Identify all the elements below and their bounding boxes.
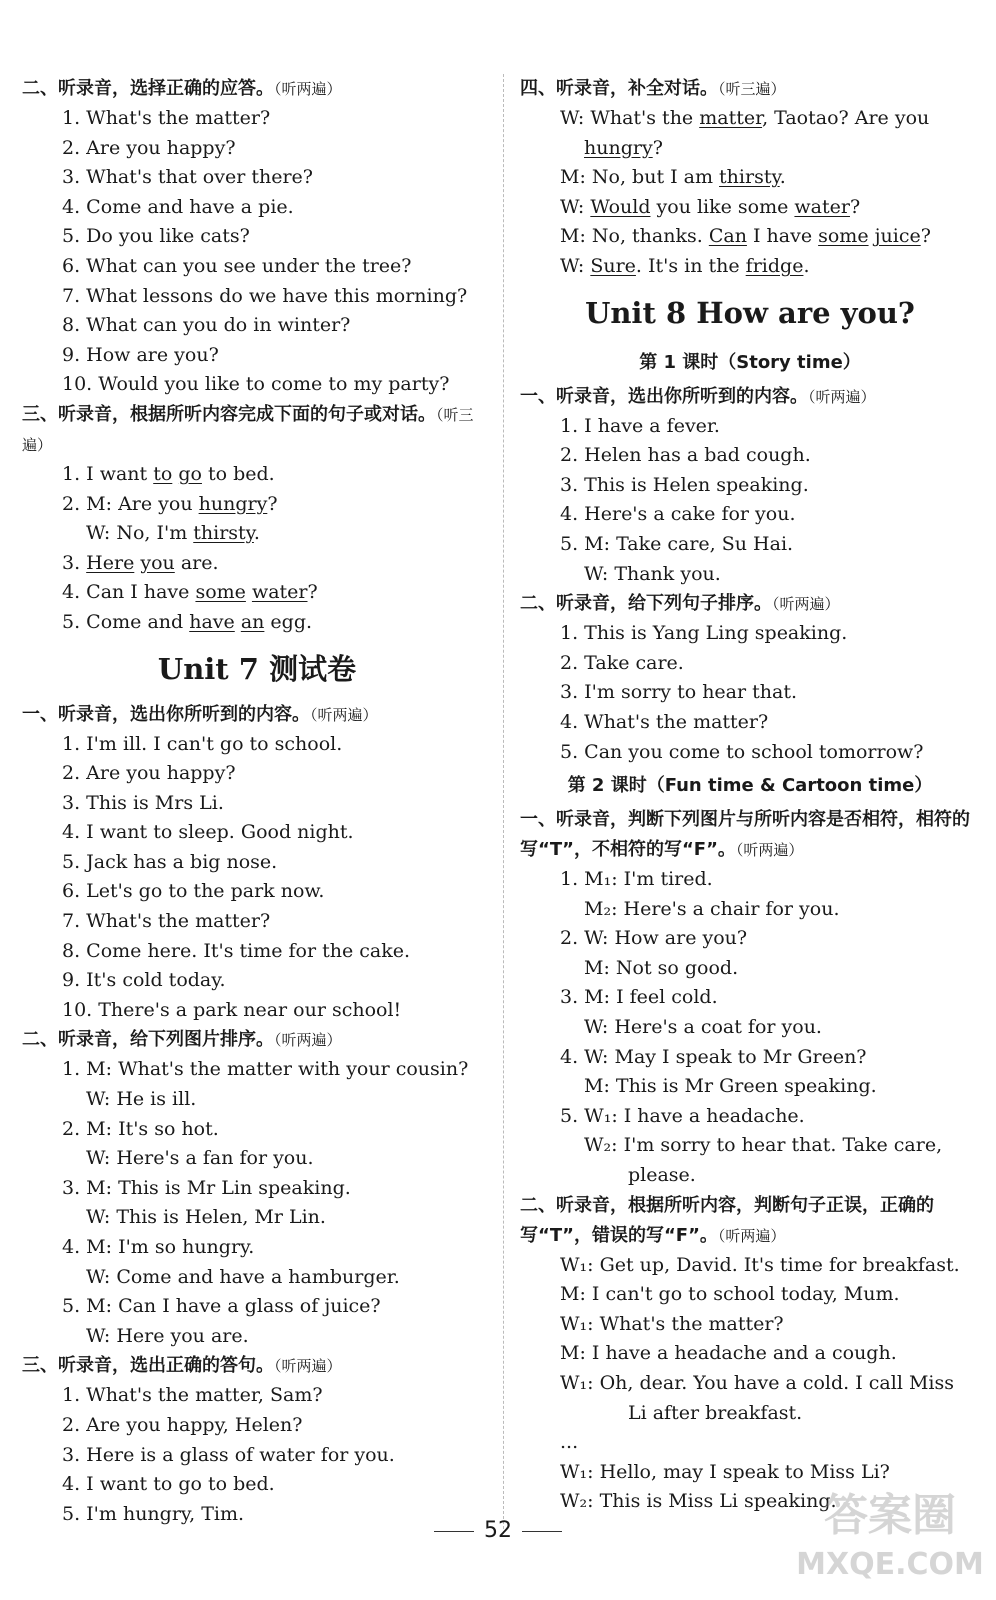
transcript-line: 4. Come and have a pie. (62, 195, 294, 218)
filled-answer: have (189, 610, 235, 633)
transcript-line: 4. Here's a cake for you. (560, 503, 796, 526)
transcript-line: 7. What's the matter? (62, 910, 271, 933)
filled-answer: to (153, 462, 173, 485)
transcript-line: W: Come and have a hamburger. (86, 1265, 400, 1288)
transcript-line: M: Not so good. (584, 956, 739, 979)
transcript-line: 1. What's the matter? (62, 107, 271, 129)
transcript-line: M₂: Here's a chair for you. (584, 897, 840, 920)
transcript-line: W: This is Helen, Mr Lin. (86, 1206, 326, 1229)
section-heading (520, 589, 980, 619)
transcript-line: M: No, but I am thirsty. (560, 166, 786, 189)
section-heading-note: （听两遍） (274, 1357, 342, 1376)
transcript-line: 5. Do you like cats? (62, 225, 250, 248)
section-heading-text: 一、听录音，判断下列图片与所听内容是否相符，相符的写“T”，不相符的写“F”。 (520, 809, 970, 861)
filled-answer: thirsty (719, 166, 780, 189)
transcript-line: 10. Would you like to come to my party? (62, 373, 450, 396)
transcript-line: W: Here you are. (86, 1324, 249, 1347)
transcript-line: 5. M: Can I have a glass of juice? (62, 1295, 381, 1318)
transcript-line: W₂: This is Miss Li speaking. (560, 1490, 837, 1513)
section-heading-note: （听三遍） (718, 80, 786, 98)
filled-answer: Sure (590, 254, 636, 277)
filled-answer: water (794, 195, 850, 218)
section-heading-text: 二、听录音，根据所听内容，判断句子正误，正确的写“T”，错误的写“F”。 (520, 1194, 934, 1246)
watermark-text: 答案圈 (824, 1490, 956, 1541)
transcript-line: 2. M: Are you hungry? (62, 492, 278, 515)
transcript-line: 5. M: Take care, Su Hai. (560, 532, 794, 555)
transcript-line: 4. Can I have some water? (62, 581, 318, 604)
transcript-line: please. (628, 1164, 696, 1187)
transcript-line: 4. I want to go to bed. (62, 1473, 275, 1496)
page-number-dash-right (522, 1531, 562, 1532)
transcript-line: W: Thank you. (584, 562, 721, 585)
section-heading-text: 三、听录音，选出正确的答句。 (22, 1355, 274, 1377)
transcript-line: 1. This is Yang Ling speaking. (560, 622, 848, 645)
section-heading (22, 74, 492, 104)
section-heading-text: 二、听录音，给下列句子排序。 (520, 593, 772, 615)
filled-answer: some (195, 581, 246, 604)
transcript-line: W: He is ill. (86, 1088, 197, 1111)
transcript-line: M: This is Mr Green speaking. (584, 1075, 877, 1098)
transcript-line: 5. I'm hungry, Tim. (62, 1502, 245, 1525)
filled-answer: fridge (745, 254, 804, 277)
transcript-line: 7. What lessons do we have this morning? (62, 284, 468, 307)
filled-answer: you (140, 551, 175, 574)
transcript-line: 3. Here you are. (62, 551, 219, 574)
transcript-line: hungry? (584, 136, 663, 159)
transcript-line: 9. It's cold today. (62, 969, 226, 992)
transcript-line: W: Here's a coat for you. (584, 1016, 822, 1039)
section-heading-note: （听两遍） (717, 1226, 786, 1245)
transcript-line: 3. What's that over there? (62, 166, 313, 189)
transcript-line: 1. I'm ill. I can't go to school. (62, 732, 343, 755)
transcript-line: 3. This is Helen speaking. (560, 473, 809, 496)
section-heading (22, 1025, 492, 1055)
transcript-line: 8. Come here. It's time for the cake. (62, 939, 411, 962)
filled-answer: some (818, 225, 869, 248)
transcript-line: 2. W: How are you? (560, 927, 748, 950)
transcript-line: 2. Are you happy, Helen? (62, 1413, 303, 1436)
transcript-line: 3. M: This is Mr Lin speaking. (62, 1176, 351, 1199)
section-heading-note: （听两遍） (808, 387, 876, 406)
filled-answer: Here (86, 551, 135, 574)
section-heading-text: 二、听录音，给下列图片排序。 (22, 1029, 274, 1051)
transcript-line: 5. Come and have an egg. (62, 610, 313, 633)
transcript-line: 2. Are you happy? (62, 762, 236, 785)
transcript-line: 9. How are you? (62, 343, 219, 366)
transcript-line: 6. Let's go to the park now. (62, 880, 325, 903)
transcript-line: W₁: What's the matter? (560, 1312, 784, 1335)
section-heading-note: （听两遍） (735, 841, 804, 860)
filled-answer: water (251, 581, 308, 604)
section-heading (22, 400, 492, 460)
transcript-line: 2. M: It's so hot. (62, 1117, 219, 1140)
section-heading-text: 二、听录音，选择正确的应答。 (22, 78, 274, 99)
section-heading (22, 1351, 492, 1381)
transcript-line: 1. I have a fever. (560, 414, 720, 437)
transcript-line: W: Sure. It's in the fridge. (560, 254, 810, 277)
section-heading (520, 805, 980, 865)
transcript-line: 2. Are you happy? (62, 136, 236, 159)
filled-answer: juice (874, 225, 921, 248)
section-heading-note: （听两遍） (274, 80, 342, 98)
section-heading-note: （听两遍） (772, 595, 840, 614)
transcript-line: Li after breakfast. (628, 1401, 803, 1424)
section-heading-text: 一、听录音，选出你所听到的内容。 (520, 385, 808, 407)
section-heading-text: 一、听录音，选出你所听到的内容。 (22, 703, 310, 725)
section-heading (22, 700, 492, 730)
transcript-line: 4. M: I'm so hungry. (62, 1236, 255, 1258)
filled-answer: an (240, 610, 265, 633)
filled-answer: thirsty (193, 522, 254, 545)
transcript-line: W₁: Oh, dear. You have a cold. I call Miss (560, 1372, 954, 1394)
section-heading-note: （听三遍） (22, 405, 474, 454)
transcript-line: 1. I want to go to bed. (62, 462, 275, 485)
transcript-line: 3. I'm sorry to hear that. (560, 681, 797, 704)
section-heading (520, 1191, 980, 1251)
transcript-line: 2. Helen has a bad cough. (560, 444, 811, 467)
transcript-line: W₁: Get up, David. It's time for breakfast. (560, 1253, 960, 1276)
filled-answer: Would (590, 195, 651, 218)
transcript-line: 6. What can you see under the tree? (62, 254, 412, 277)
filled-answer: go (178, 462, 202, 485)
filled-answer: hungry (584, 136, 653, 159)
section-heading-note: （听两遍） (310, 705, 378, 724)
page-number-text: 52 (484, 1518, 512, 1543)
section-heading (520, 74, 980, 104)
transcript-line: M: No, thanks. Can I have some juice? (560, 225, 931, 248)
transcript-line: M: I have a headache and a cough. (560, 1342, 897, 1365)
transcript-line: M: I can't go to school today, Mum. (560, 1283, 900, 1306)
transcript-line: 5. Jack has a big nose. (62, 850, 278, 873)
transcript-line: 4. What's the matter? (560, 710, 769, 733)
filled-answer: Can (708, 225, 747, 248)
transcript-line: 8. What can you do in winter? (62, 314, 351, 337)
transcript-line: 1. M₁: I'm tired. (560, 868, 713, 891)
transcript-line: W₂: I'm sorry to hear that. Take care, (584, 1134, 943, 1157)
transcript-line: W: Would you like some water? (560, 195, 861, 218)
unit-title: Unit 8 How are you? (585, 295, 915, 330)
filled-answer: matter (699, 107, 763, 129)
lesson-title: 第 1 课时（Story time） (639, 351, 861, 373)
transcript-line: 3. M: I feel cold. (560, 986, 718, 1009)
transcript-line: 5. W₁: I have a headache. (560, 1104, 805, 1127)
lesson-title: 第 2 课时（Fun time & Cartoon time） (567, 775, 933, 797)
transcript-line: 10. There's a park near our school! (62, 998, 402, 1021)
transcript-line: W: What's the matter, Taotao? Are you (560, 107, 930, 129)
transcript-line: 3. This is Mrs Li. (62, 791, 224, 814)
section-heading-note: （听两遍） (274, 1031, 342, 1050)
transcript-line: 1. What's the matter, Sam? (62, 1384, 323, 1407)
section-heading-text: 三、听录音，根据所听内容完成下面的句子或对话。 (22, 403, 436, 425)
transcript-line: W₁: Hello, may I speak to Miss Li? (560, 1460, 890, 1483)
left-column (22, 74, 492, 1529)
transcript-line: W: No, I'm thirsty. (86, 522, 260, 545)
column-divider (503, 74, 504, 1534)
transcript-line: 5. Can you come to school tomorrow? (560, 740, 924, 763)
transcript-line: W: Here's a fan for you. (86, 1147, 314, 1170)
watermark-logo (790, 1478, 990, 1588)
transcript-line: ... (560, 1431, 579, 1454)
unit-title: Unit 7 测试卷 (157, 651, 357, 686)
transcript-line: 2. Take care. (560, 651, 684, 674)
transcript-line: 4. I want to sleep. Good night. (62, 821, 354, 844)
section-heading-text: 四、听录音，补全对话。 (520, 78, 718, 99)
transcript-line: 4. W: May I speak to Mr Green? (560, 1045, 867, 1068)
section-heading (520, 382, 980, 412)
filled-answer: hungry (198, 492, 268, 515)
transcript-line: 3. Here is a glass of water for you. (62, 1443, 395, 1466)
page-number-dash-left (434, 1531, 474, 1532)
right-column (520, 74, 980, 1517)
transcript-line: 1. M: What's the matter with your cousin? (62, 1058, 469, 1081)
watermark-url: MXQE.COM (796, 1547, 984, 1582)
